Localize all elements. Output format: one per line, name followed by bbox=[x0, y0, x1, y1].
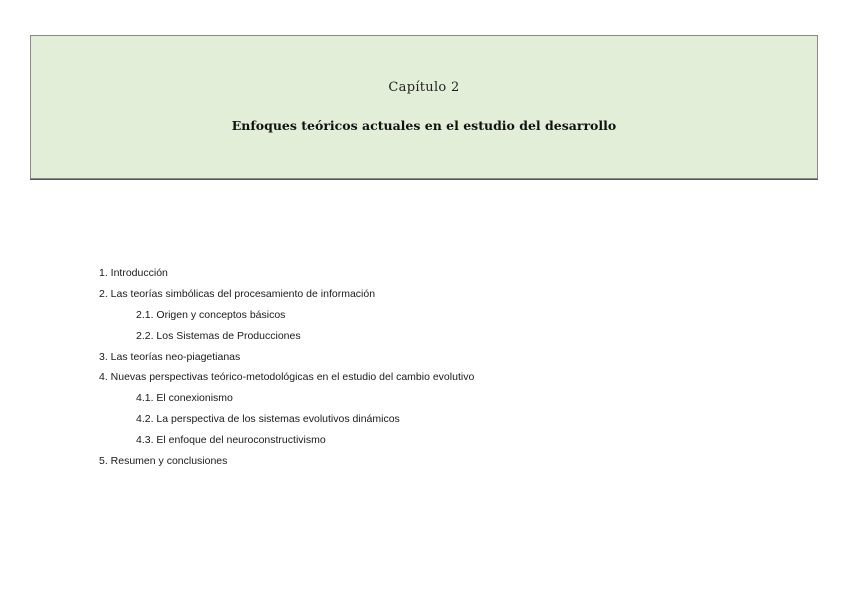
toc-item: 4. Nuevas perspectivas teórico-metodológicas en el estudio del cambio evolutivo bbox=[99, 371, 475, 384]
table-of-contents bbox=[99, 263, 474, 472]
toc-subitem: 2.2. Los Sistemas de Producciones bbox=[136, 329, 301, 342]
chapter-header bbox=[30, 35, 818, 179]
toc-subitem: 4.2. La perspectiva de los sistemas evolutivos dinámicos bbox=[136, 413, 400, 426]
toc-subitem: 4.1. El conexionismo bbox=[136, 392, 233, 405]
toc-subitem: 4.3. El enfoque del neuroconstructivismo bbox=[136, 434, 326, 447]
chapter-title: Enfoques teóricos actuales en el estudio del desarrollo bbox=[231, 118, 617, 133]
chapter-label: Capítulo 2 bbox=[388, 80, 460, 95]
toc-item: 3. Las teorías neo-piagetianas bbox=[99, 350, 241, 363]
toc-item: 1. Introducción bbox=[99, 267, 168, 279]
toc-item: 5. Resumen y conclusiones bbox=[99, 455, 228, 468]
toc-item: 2. Las teorías simbólicas del procesamiento de información bbox=[99, 287, 376, 300]
toc-subitem: 2.1. Origen y conceptos básicos bbox=[136, 308, 286, 321]
